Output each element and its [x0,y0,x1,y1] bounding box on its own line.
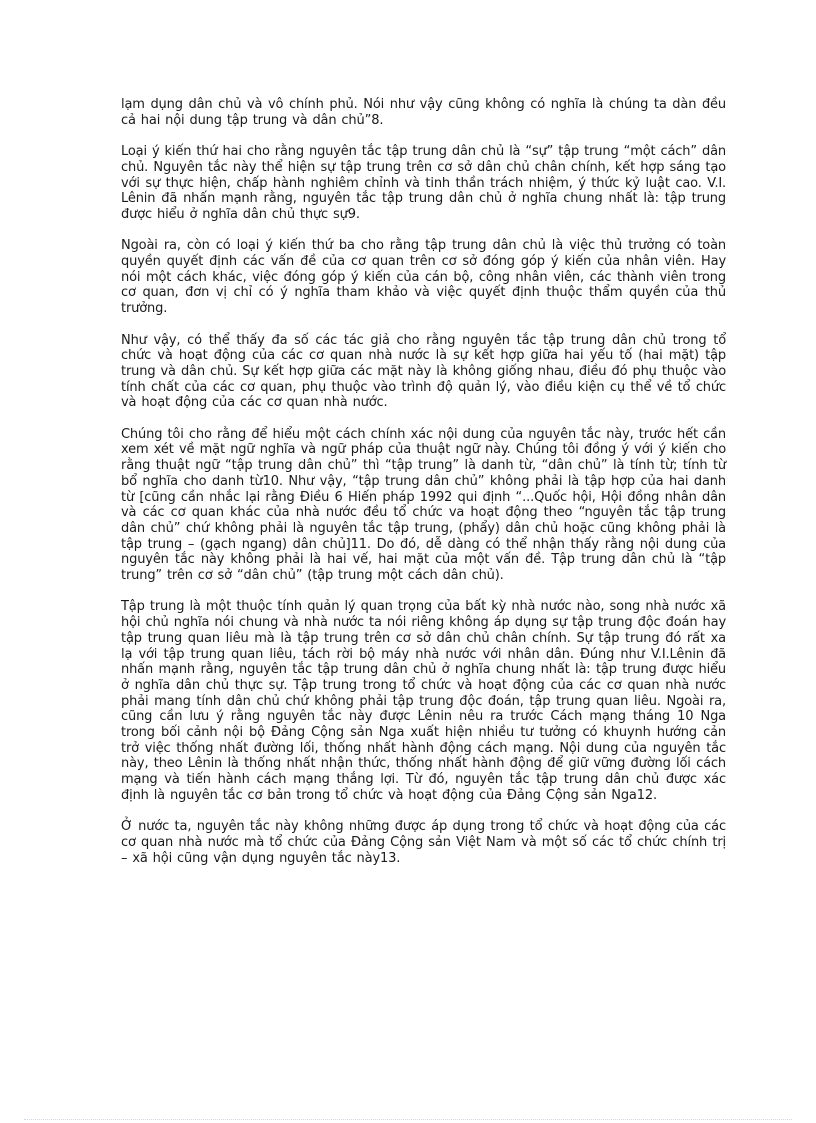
paragraph-3: Ngoài ra, còn có loại ý kiến thứ ba cho rằng tập trung dân chủ là việc thủ trưởng có toàn quyền quyết định các vấn đề của cơ quan trên cơ sở đóng góp ý kiến của nhân viên. Hay nói một cách khác, việc đóng góp ý kiến của cán bộ, công nhân viên, các thành viên trong cơ quan, đơn vị chỉ có ý nghĩa tham khảo và việc quyết định thuộc thẩm quyền của thủ trưởng. [121,238,726,317]
paragraph-2: Loại ý kiến thứ hai cho rằng nguyên tắc tập trung dân chủ là “sự” tập trung “một cách” dân chủ. Nguyên tắc này thể hiện sự tập trung trên cơ sở dân chủ chân chính, kết hợp sáng tạo với sự thực hiện, chấp hành nghiêm chỉnh và tinh thần trách nhiệm, ý thức kỷ luật cao. V.I. Lênin đã nhấn mạnh rằng, nguyên tắc tập trung dân chủ ở nghĩa chung nhất là: tập trung được hiểu ở nghĩa dân chủ thực sự9. [121,144,726,222]
paragraph-7: Ở nước ta, nguyên tắc này không những được áp dụng trong tổ chức và hoạt động của các cơ quan nhà nước mà tổ chức của Đảng Cộng sản Việt Nam và một số các tổ chức chính trị – xã hội cũng vận dụng nguyên tắc này13. [121,819,726,866]
page-bottom-divider [24,1119,792,1120]
paragraph-4: Như vậy, có thể thấy đa số các tác giả cho rằng nguyên tắc tập trung dân chủ trong tổ chức và hoạt động của các cơ quan nhà nước là sự kết hợp giữa hai yếu tố (hai mặt) tập trung và dân chủ. Sự kết hợp giữa các mặt này là không giống nhau, điều đó phụ thuộc vào tính chất của các cơ quan, phụ thuộc vào trình độ quản lý, vào điều kiện cụ thể về tổ chức và hoạt động của các cơ quan nhà nước. [121,332,726,411]
paragraph-5: Chúng tôi cho rằng để hiểu một cách chính xác nội dung của nguyên tắc này, trước hết cần xem xét về mặt ngữ nghĩa và ngữ pháp của thuật ngữ này. Chúng tôi đồng ý với ý kiến cho rằng thuật ngữ “tập trung dân chủ” thì “tập trung” là danh từ, “dân chủ” là tính từ; tính từ bổ nghĩa cho danh từ10. Như vậy, “tập trung dân chủ” không phải là tập hợp của hai danh từ [cũng cần nhắc lại rằng Điều 6 Hiến pháp 1992 qui định “...Quốc hội, Hội đồng nhân dân và các cơ quan khác của nhà nước đều tổ chức va hoạt động theo “nguyên tắc tập trung dân chủ” chứ không phải là nguyên tắc tập trung, (phẩy) dân chủ hoặc cũng không phải là tập trung – (gạch ngang) dân chủ]11. Do đó, dễ dàng có thể nhận thấy rằng nội dung của nguyên tắc này không phải là hai vế, hai mặt của một vấn đề. Tập trung dân chủ là “tập trung” trên cơ sở “dân chủ” (tập trung một cách dân chủ). [121,426,726,584]
paragraph-6: Tập trung là một thuộc tính quản lý quan trọng của bất kỳ nhà nước nào, song nhà nước xã hội chủ nghĩa nói chung và nhà nước ta nói riêng không áp dụng sự tập trung độc đoán hay tập trung quan liêu mà là tập trung trên cơ sở dân chủ chân chính. Sự tập trung đó rất xa lạ với tập trung quan liêu, tách rời bộ máy nhà nước với nhân dân. Đúng như V.I.Lênin đã nhấn mạnh rằng, nguyên tắc tập trung dân chủ ở nghĩa chung nhất là: tập trung được hiểu ở nghĩa dân chủ thực sự. Tập trung trong tổ chức và hoạt động của các cơ quan nhà nước phải mang tính dân chủ chứ không phải tập trung độc đoán, tập trung quan liêu. Ngoài ra, cũng cần lưu ý rằng nguyên tắc này được Lênin nêu ra trước Cách mạng tháng 10 Nga trong bối cảnh nội bộ Đảng Cộng sản Nga xuất hiện nhiều tư tưởng có khuynh hướng cản trở việc thống nhất đường lối, thống nhất hành động cách mạng. Nội dung của nguyên tắc này, theo Lênin là thống nhất nhận thức, thống nhất hành động để giữ vững đường lối cách mạng và tiến hành cách mạng thắng lợi. Từ đó, nguyên tắc tập trung dân chủ được xác định là nguyên tắc cơ bản trong tổ chức và hoạt động của Đảng Cộng sản Nga12. [121,599,726,803]
paragraph-1: lạm dụng dân chủ và vô chính phủ. Nói như vậy cũng không có nghĩa là chúng ta dàn đều cả hai nội dung tập trung và dân chủ”8. [121,97,726,128]
document-body [121,97,726,882]
